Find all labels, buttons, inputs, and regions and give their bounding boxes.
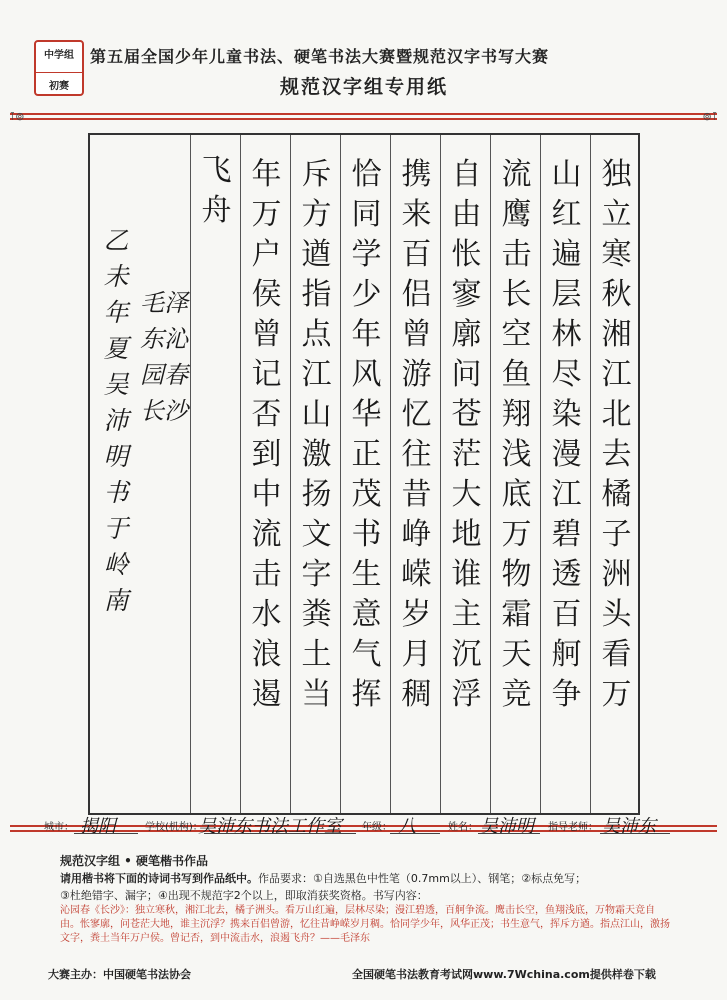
grid-column (490, 135, 541, 813)
ornament-right-icon: ⊚⊺ (702, 110, 718, 123)
signature-column (92, 135, 140, 813)
column-text: 山红遍层林尽染漫江碧透百舸争 (551, 157, 582, 712)
grid-column (540, 135, 591, 813)
column-text: 独立寒秋湘江北去橘子洲头看万 (601, 157, 632, 712)
grade-underline (390, 833, 440, 834)
contest-title: 第五届全国少年儿童书法、硬笔书法大赛暨规范汉字书写大赛 (90, 47, 550, 66)
city-value: 揭阳 (80, 816, 116, 837)
top-divider (10, 113, 717, 120)
teacher-label: 指导老师： (548, 822, 598, 833)
grade-value: 八 (398, 816, 416, 837)
column-text: 斥方遒指点江山激扬文字粪土当 (301, 157, 332, 712)
badge-round-label: 初赛 (36, 72, 82, 92)
grade-label: 年级： (362, 822, 392, 833)
teacher-underline (600, 833, 670, 834)
column-text: 飞舟 (201, 153, 232, 228)
grid-column (240, 135, 291, 813)
instructions-lead: 请用楷书将下面的诗词书写到作品纸中。 (60, 872, 258, 885)
ornament-left-icon: ⊺⊚ (9, 110, 25, 123)
paper-subtitle: 规范汉字组专用纸 (280, 76, 449, 98)
poem-content: 沁园春《长沙》：独立寒秋，湘江北去，橘子洲头。看万山红遍，层林尽染；漫江碧透，百舸争流。鹰击长空，鱼翔浅底，万物霜天竞自由。怅寥廓，问苍茫大地，谁主沉浮？携来百侣曾游，忆往昔峥嵘岁月稠。恰同学少年，风华正茂；书生意气，挥斥方遒。指点江山，激扬文字，粪土当年万户侯。曾记否，到中流击水，浪遏飞舟？——毛泽东 (60, 905, 670, 944)
grid-column (440, 135, 491, 813)
city-underline (74, 833, 138, 834)
city-label: 城市： (44, 822, 74, 833)
instructions-rules: ③杜绝错字、漏字；④出现不规范字2个以上，即取消获奖资格。书写内容： (60, 889, 428, 902)
school-value: 吴沛东书法工作室 (198, 816, 342, 837)
grid-column (390, 135, 441, 813)
grid-column (590, 135, 641, 813)
download-text: 全国硬笔书法教育考试网www.7Wchina.com提供样卷下载 (352, 968, 656, 981)
column-text: 年万户侯曾记否到中流击水浪遏 (251, 157, 282, 712)
organizer-text: 大赛主办：中国硬笔书法协会 (48, 968, 191, 981)
group-badge (34, 40, 84, 96)
column-text: 恰同学少年风华正茂书生意气挥 (351, 157, 382, 712)
column-text: 携来百侣曾游忆往昔峥嵘岁月稠 (401, 157, 432, 712)
column-text: 流鹰击长空鱼翔浅底万物霜天竞 (501, 157, 532, 712)
grid-column (190, 135, 241, 813)
badge-group-label: 中学组 (44, 50, 74, 61)
school-label: 学校(机构)： (145, 822, 203, 833)
school-underline (204, 833, 356, 834)
name-underline (478, 833, 540, 834)
teacher-value: 吴沛东 (602, 816, 656, 837)
grid-column (340, 135, 391, 813)
writing-grid (88, 133, 640, 815)
instructions-title: 规范汉字组 • 硬笔楷书作品 (60, 854, 209, 868)
name-label: 姓名： (448, 822, 478, 833)
grid-column (290, 135, 341, 813)
poem-attribution: 毛泽东沁园春长沙 (140, 289, 188, 425)
instructions-body (60, 870, 680, 904)
instructions-requirements: 作品要求：①自选黑色中性笔（0.7mm以上）、钢笔；②标点免写； (258, 872, 587, 885)
signature-text: 乙未年夏吴沛明书于岭南 (103, 226, 129, 615)
column-text: 自由怅寥廓问苍茫大地谁主沉浮 (451, 157, 482, 712)
name-value: 吴沛明 (480, 816, 534, 837)
attribution-column (140, 135, 191, 813)
